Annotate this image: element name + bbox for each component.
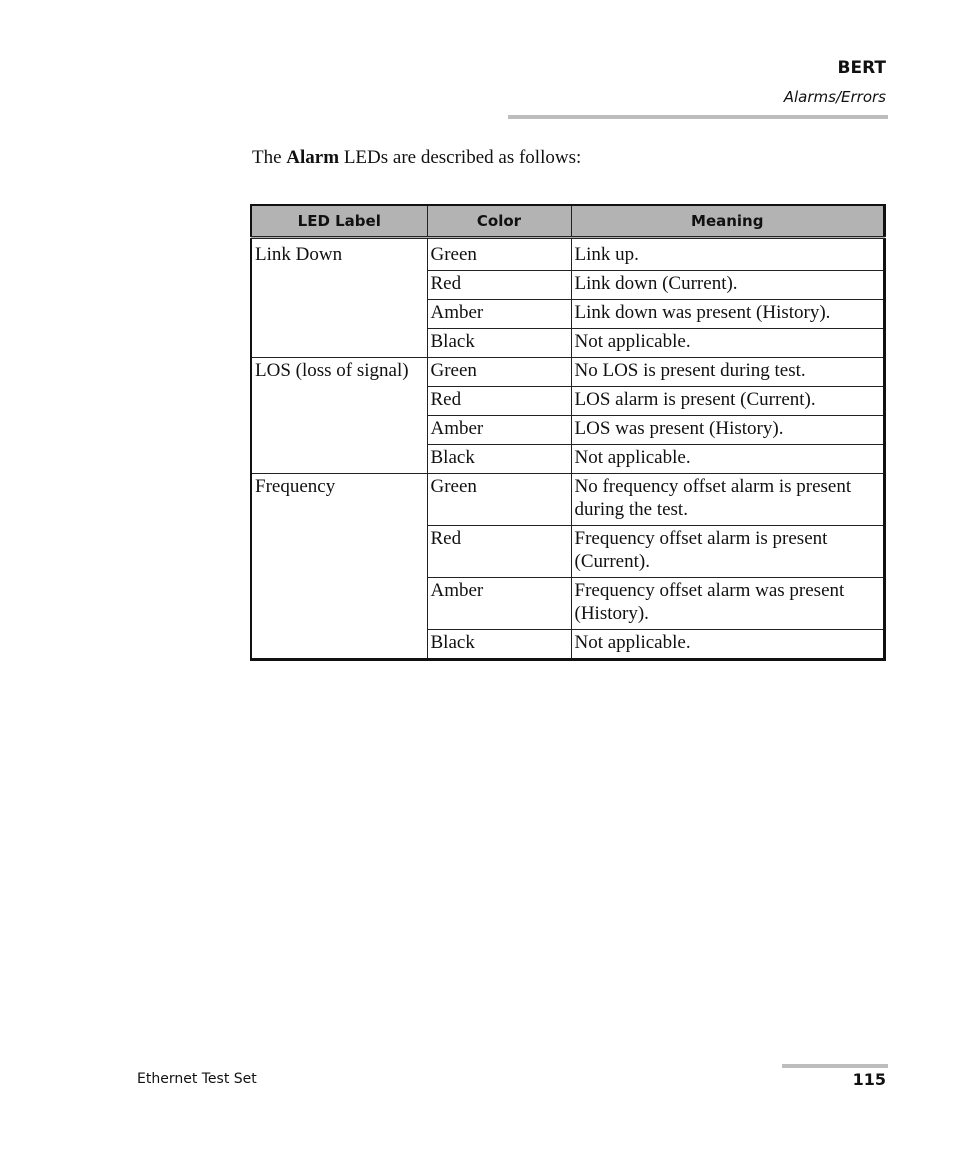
color-cell: Amber — [427, 416, 571, 445]
intro-text-bold: Alarm — [286, 147, 340, 168]
alarm-led-table — [250, 204, 886, 661]
color-cell: Red — [427, 526, 571, 578]
table-header-row — [251, 205, 885, 238]
color-cell: Black — [427, 445, 571, 474]
footer-product-name: Ethernet Test Set — [137, 1071, 257, 1087]
color-cell: Amber — [427, 300, 571, 329]
led-label-cell: Frequency — [251, 474, 427, 660]
meaning-cell: Not applicable. — [571, 329, 885, 358]
color-cell: Green — [427, 238, 571, 271]
meaning-cell: Link up. — [571, 238, 885, 271]
color-cell: Red — [427, 271, 571, 300]
color-cell: Green — [427, 358, 571, 387]
meaning-cell: No frequency offset alarm is present during the test. — [571, 474, 885, 526]
led-label-cell: Link Down — [251, 238, 427, 358]
meaning-cell: Frequency offset alarm is present (Current). — [571, 526, 885, 578]
section-title: BERT — [837, 58, 886, 78]
intro-text-post: LEDs are described as follows: — [339, 147, 582, 168]
header-rule — [508, 115, 888, 119]
meaning-cell: Link down (Current). — [571, 271, 885, 300]
meaning-cell: Frequency offset alarm was present (History). — [571, 578, 885, 630]
footer-rule — [782, 1064, 888, 1068]
meaning-cell: Not applicable. — [571, 445, 885, 474]
color-cell: Amber — [427, 578, 571, 630]
table-row — [251, 358, 885, 387]
meaning-cell: LOS alarm is present (Current). — [571, 387, 885, 416]
col-header-color: Color — [427, 205, 571, 238]
led-label-cell: LOS (loss of signal) — [251, 358, 427, 474]
meaning-cell: Not applicable. — [571, 630, 885, 660]
meaning-cell: Link down was present (History). — [571, 300, 885, 329]
color-cell: Black — [427, 329, 571, 358]
meaning-cell: No LOS is present during test. — [571, 358, 885, 387]
intro-text-pre: The — [252, 147, 287, 168]
table-row — [251, 474, 885, 526]
intro-paragraph — [252, 147, 581, 169]
col-header-led-label: LED Label — [251, 205, 427, 238]
table-row — [251, 238, 885, 271]
color-cell: Green — [427, 474, 571, 526]
color-cell: Red — [427, 387, 571, 416]
meaning-cell: LOS was present (History). — [571, 416, 885, 445]
page-number: 115 — [852, 1070, 886, 1089]
section-subtitle: Alarms/Errors — [783, 88, 886, 106]
color-cell: Black — [427, 630, 571, 660]
col-header-meaning: Meaning — [571, 205, 885, 238]
